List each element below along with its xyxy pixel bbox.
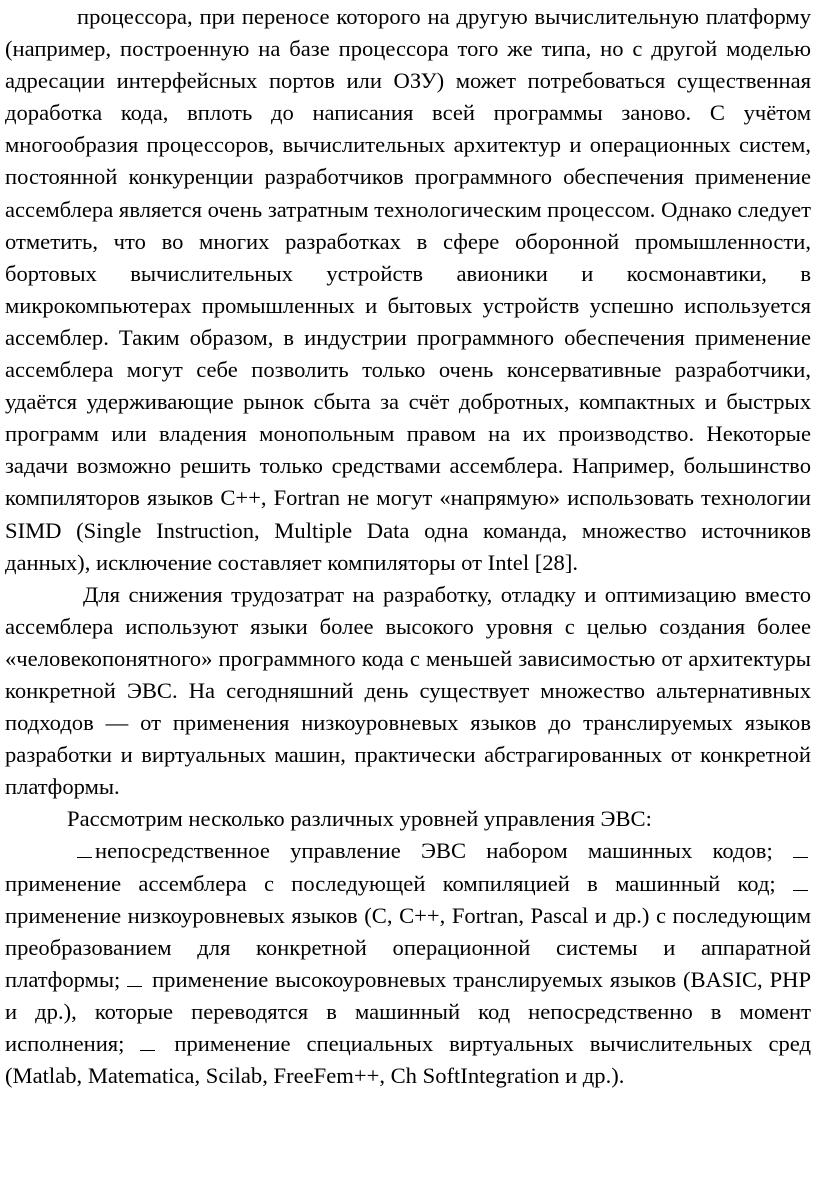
list-dash-marker (77, 843, 92, 858)
control-levels-list (5, 835, 811, 1092)
list-dash-marker (793, 876, 808, 891)
paragraph-high-level-languages: Для снижения трудозатрат на разработку, отладку и оптимизацию вместо ассемблера используют языки более высокого уровня с целью создания более «человекопонятного» программного кода с меньшей зависимостью от архитектуры конкретной ЭВС. На сегодняшний день существует множество альтернативных подходов — от применения низкоуровневых языков до транслируемых языков разработки и виртуальных машин, практически абстрагированных от конкретной платформы. (5, 581, 811, 800)
list-item: применение специальных виртуальных вычислительных сред (Matlab, Matematica, Scilab, FreeFem++, Ch SoftIntegration и др.). (5, 1031, 811, 1089)
list-item: применение низкоуровневых языков (C, C++, Fortran, Pascal и др.) с последующим преобразованием для конкретной операционной системы и аппаратной платформы; (5, 902, 811, 992)
list-item: применение ассемблера с последующей компиляцией в машинный код; (5, 870, 776, 896)
list-item: применение высокоуровневых транслируемых языков (BASIC, PHP и др.), которые переводятся в машинный код непосредственно в момент исполнения; (5, 966, 812, 1056)
list-item: непосредственное управление ЭВС набором машинных кодов; (95, 838, 773, 864)
paragraph-control-levels-intro: Рассмотрим несколько различных уровней управления ЭВС: (67, 806, 652, 832)
paragraph-processor-porting: процессора, при переносе которого на другую вычислительную платформу (например, построенную на базе процессора того же типа, но с другой моделью адресации интерфейсных портов или ОЗУ) может потребоваться существенная доработка кода, вплоть до написания всей программы заново. С учётом многообразия процессоров, вычислительных архитектур и операционных систем, постоянной конкуренции разработчиков программного обеспечения применение ассемблера является очень затратным технологическим процессом. Однако следует отметить, что во многих разработках в сфере оборонной промышленности, бортовых вычислительных устройств авионики и космонавтики, в микрокомпьютерах промышленных и бытовых устройств успешно используется ассемблер. Таким образом, в индустрии программного обеспечения применение ассемблера могут себе позволить только очень консервативные разработчики, удаётся удерживающие рынок сбыта за счёт добротных, компактных и быстрых программ или владения монопольным правом на их производство. Некоторые задачи возможно решить только средствами ассемблера. Например, большинство компиляторов языков C++, Fortran не могут «напрямую» использовать технологии SIMD (Single Instruction, Multiple Data одна команда, множество источников данных), исключение составляет компиляторы от Intel [28]. (5, 4, 811, 575)
list-dash-marker (793, 843, 808, 858)
list-dash-marker (127, 972, 142, 987)
list-dash-marker (140, 1036, 155, 1051)
